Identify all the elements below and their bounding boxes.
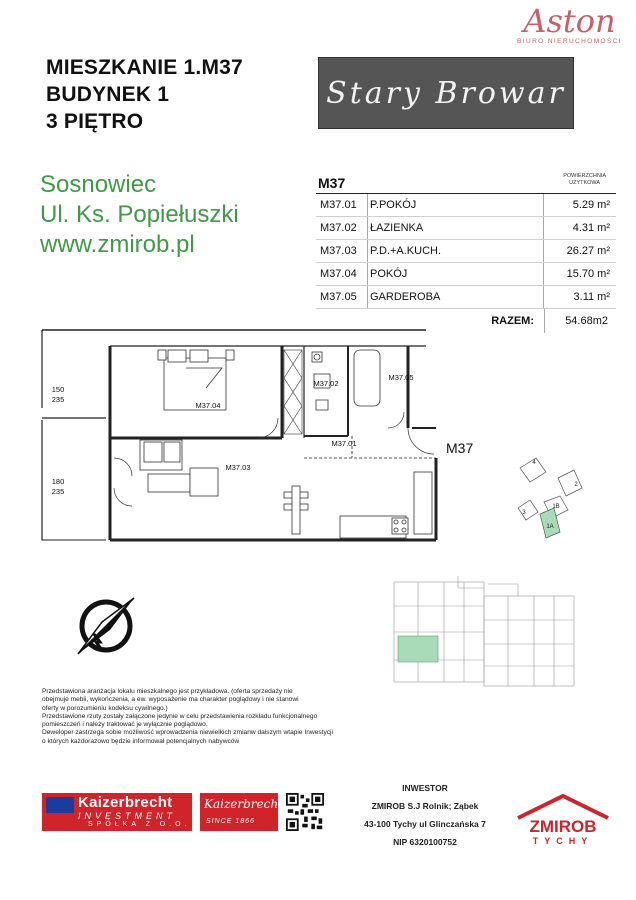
second-logo-name: Kaizerbrecht: [204, 797, 283, 811]
room-area: 5.29 m²: [572, 199, 610, 211]
room-area: 3.11 m²: [573, 291, 610, 303]
disclaimer-line: Przedstawiona aranżacja lokalu mieszkalnego jest przykładowa. (oferta sprzedaży nie: [42, 688, 293, 695]
aston-logo: [517, 2, 622, 45]
room-id: M37.01: [316, 194, 368, 216]
qr-code-icon[interactable]: [286, 793, 324, 831]
zmirob-sub: TYCHY: [532, 836, 594, 846]
city: Sosnowiec: [40, 171, 157, 198]
room-label-02: M37.02: [313, 379, 339, 388]
investor-address: 43-100 Tychy ul Glinczańska 7: [364, 819, 486, 829]
table-row: [316, 194, 616, 217]
floor-plan: [36, 328, 446, 558]
table-row: [316, 263, 616, 286]
investor-title: INWESTOR: [402, 783, 448, 793]
floor-overview-plan: [388, 576, 578, 691]
investor-nip: NIP 6320100752: [393, 837, 457, 847]
stary-browar-logo: [318, 57, 574, 129]
kaizerbrecht-since-logo: [200, 793, 283, 831]
kaizerbrecht-logo: [42, 793, 192, 831]
key-label-4: 4: [532, 460, 536, 466]
room-id: M37.03: [316, 240, 368, 262]
brand-name: Stary Browar: [326, 75, 566, 111]
building-title: BUDYNEK 1: [46, 83, 170, 106]
key-label-3: 3: [522, 510, 526, 516]
disclaimer-line: oferty w porozumieniu kodeksu cywilnego.): [42, 704, 168, 712]
disclaimer: [42, 688, 382, 746]
room-area: 15.70 m²: [566, 268, 610, 280]
address-block: [40, 170, 239, 260]
disclaimer-line: obejmuje mebli, wykończenia, a ew. wyposażenie ma charakter poglądowy i nie stanowi: [42, 696, 299, 704]
room-id: M37.04: [316, 263, 368, 285]
disclaimer-line: Deweloper zastrzega sobie możliwość wprowadzenia niewielkich zmianw dalszym wtapie Inwestycji: [42, 729, 333, 737]
second-logo-since: SINCE 1866: [206, 818, 255, 825]
zmirob-logo: [508, 792, 618, 848]
disclaimer-line: o których każdorazowo będzie informował potencjalnych nabywców: [42, 737, 240, 745]
unit-code: M37: [318, 175, 346, 191]
dim-lower-bottom: 235: [51, 487, 65, 496]
area-table: [316, 172, 616, 333]
aston-subtitle: BIURO NIERUCHOMOŚCI: [517, 38, 622, 45]
room-name: ŁAZIENKA: [368, 217, 544, 239]
disclaimer-line: Przedstawione rzuty zostały załączone jedynie w celu przedstawienia rozkładu funkcjonalnego: [42, 712, 318, 720]
investor-block: [330, 779, 520, 851]
room-label-01: M37.01: [331, 439, 357, 448]
room-area: 4.31 m²: [572, 222, 610, 234]
total-value: 54.68m2: [544, 309, 616, 333]
investor-name: ZMIROB S.J Rolnik; Ząbek: [371, 801, 479, 811]
table-header: [316, 172, 616, 194]
table-row: [316, 240, 616, 263]
room-name: POKÓJ: [368, 263, 544, 285]
room-id: M37.05: [316, 286, 368, 308]
dim-upper-top: 150: [51, 385, 65, 394]
eu-flag-icon: [46, 797, 74, 813]
total-label: RAZEM:: [491, 315, 534, 327]
room-name: GARDEROBA: [368, 286, 544, 308]
website-link[interactable]: www.zmirob.pl: [40, 231, 195, 258]
title-block: [46, 54, 243, 135]
key-label-1a: 1A: [546, 524, 554, 530]
key-label-2: 2: [574, 482, 578, 488]
kaizerbrecht-investment: INVESTMENT: [78, 811, 177, 821]
street: Ul. Ks. Popiełuszki: [40, 201, 239, 228]
room-label-05: M37.05: [388, 373, 414, 382]
room-id: M37.02: [316, 217, 368, 239]
disclaimer-line: pomieszczeń i należy traktować je wyłącznie poglądowo.: [42, 721, 208, 729]
room-name: P.D.+A.KUCH.: [368, 240, 544, 262]
area-header: POWIERZCHNIA UŻYTKOWA: [563, 173, 606, 186]
room-area: 26.27 m²: [566, 245, 610, 257]
room-label-03: M37.03: [225, 463, 251, 472]
table-row: [316, 286, 616, 309]
room-name: P.POKÓJ: [368, 194, 544, 216]
dim-lower-top: 180: [51, 477, 65, 486]
kaizerbrecht-company: SPÓŁKA Z O.O.: [88, 821, 191, 828]
kaizerbrecht-name: Kaizerbrecht: [78, 794, 173, 811]
room-label-04: M37.04: [195, 401, 221, 410]
zmirob-name: ZMIROB: [529, 817, 597, 836]
table-row: [316, 217, 616, 240]
floor-title: 3 PIĘTRO: [46, 110, 144, 133]
aston-name: Aston: [523, 2, 616, 40]
building-key-plan: [500, 448, 600, 548]
plan-unit-label: M37: [446, 440, 474, 456]
dim-upper-bottom: 235: [51, 395, 65, 404]
key-label-1b: 1B: [552, 504, 560, 510]
compass-icon: [70, 590, 142, 662]
apartment-title: MIESZKANIE 1.M37: [46, 56, 243, 79]
